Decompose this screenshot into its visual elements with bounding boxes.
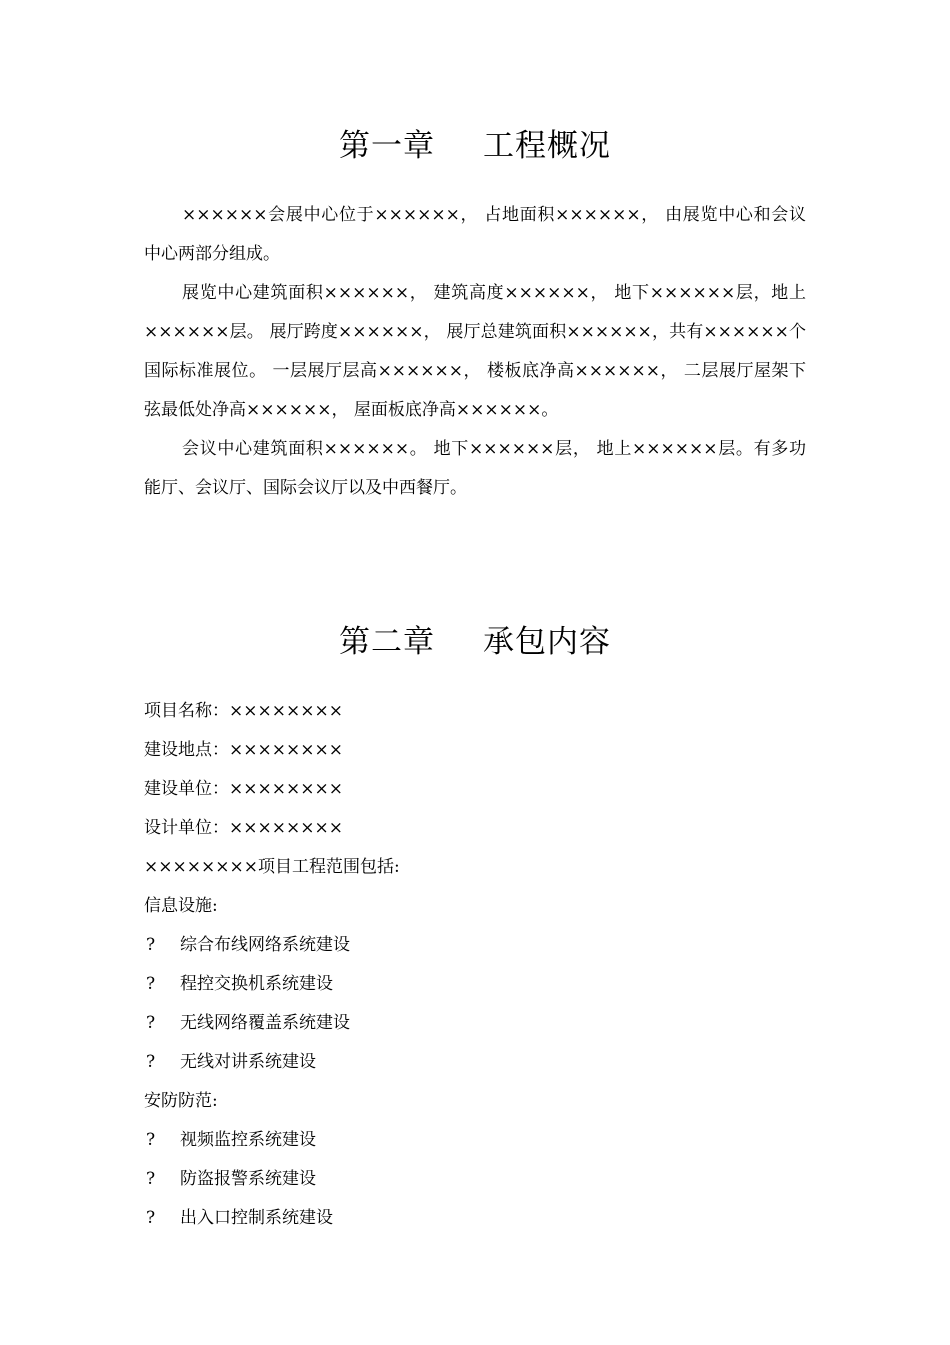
- list-item: [144, 1043, 806, 1082]
- paragraph-conference-center: 会议中心建筑面积××××××。 地下××××××层， 地上××××××层。有多功能厅、会议厅、国际会议厅以及中西餐厅。: [144, 439, 806, 498]
- project-name-line: 项目名称：××××××××: [144, 701, 343, 721]
- bullet-marker: ?: [146, 1208, 156, 1228]
- owner-line: 建设单位：××××××××: [144, 779, 343, 799]
- list-item-text: 无线对讲系统建设: [180, 1052, 316, 1072]
- list-item-text: 视频监控系统建设: [180, 1130, 316, 1150]
- list-item-text: 出入口控制系统建设: [180, 1208, 333, 1228]
- chapter-1-body: [144, 196, 806, 508]
- designer-line: 设计单位：××××××××: [144, 818, 343, 838]
- site-line: 建设地点：××××××××: [144, 740, 343, 760]
- bullet-marker: ?: [146, 1052, 156, 1072]
- chapter-2-body: [144, 692, 806, 1238]
- list-item-text: 程控交换机系统建设: [180, 974, 333, 994]
- list-item-text: 综合布线网络系统建设: [180, 935, 350, 955]
- list-item-text: 无线网络覆盖系统建设: [180, 1013, 350, 1033]
- bullet-marker: ?: [146, 1130, 156, 1150]
- list-item: [144, 1004, 806, 1043]
- bullet-marker: ?: [146, 935, 156, 955]
- bullet-marker: ?: [146, 1013, 156, 1033]
- bullet-marker: ?: [146, 974, 156, 994]
- list-item: [144, 965, 806, 1004]
- chapter-2-heading: [0, 622, 950, 662]
- chapter-2-title: 承包内容: [483, 624, 611, 660]
- scope-intro-line: ××××××××项目工程范围包括:: [144, 857, 400, 877]
- list-item: [144, 926, 806, 965]
- security-heading: 安防防范:: [144, 1091, 218, 1111]
- chapter-1-number: 第一章: [339, 128, 435, 164]
- list-item: [144, 1121, 806, 1160]
- info-facilities-heading: 信息设施:: [144, 896, 218, 916]
- chapter-1-heading: [0, 126, 950, 166]
- paragraph-overview: ××××××会展中心位于××××××， 占地面积××××××， 由展览中心和会议中心两部分组成。: [144, 205, 806, 264]
- chapter-1-title: 工程概况: [483, 128, 611, 164]
- paragraph-exhibition-center: 展览中心建筑面积××××××， 建筑高度××××××， 地下××××××层，地上××××××层。 展厅跨度××××××， 展厅总建筑面积××××××，共有××××××个国际标准展位。 一层展厅层高××××××， 楼板底净高××××××， 二层展厅屋架下弦最低处净高××××××， 屋面板底净高××××××。: [144, 283, 806, 420]
- list-item: [144, 1160, 806, 1199]
- chapter-2-number: 第二章: [339, 624, 435, 660]
- list-item-text: 防盗报警系统建设: [180, 1169, 316, 1189]
- bullet-marker: ?: [146, 1169, 156, 1189]
- list-item: [144, 1199, 806, 1238]
